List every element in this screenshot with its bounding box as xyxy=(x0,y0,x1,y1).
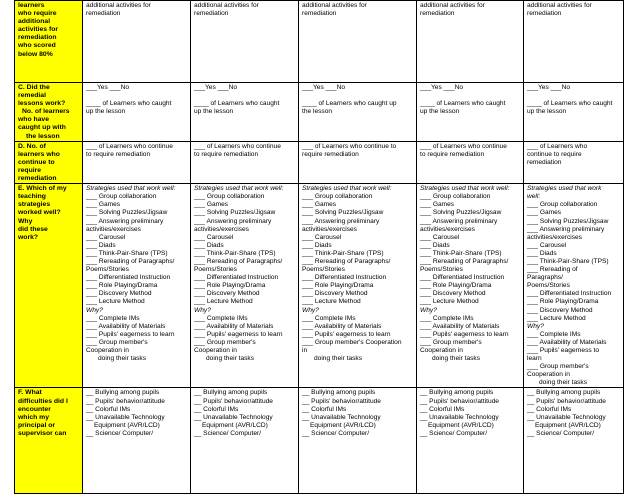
yes-no-field: ___Yes ___No xyxy=(194,84,238,91)
table-cell: ___ of Learners who continue to require remediation xyxy=(83,141,191,183)
table-cell: additional activities for remediation xyxy=(83,1,191,83)
strategy-cell: Strategies used that work well: ___ Group collaboration ___ Games ___ Solving Puzzles/Jigsaw ___ Answering preliminary activities/exercises ___ Carousel ___ Diads ___ Think-Pair-Share (TPS) ___ Rereading of Paragraphs/ Poems/Stories ___ Differentiated Instruction ___ Role Playing/Drama ___ Discovery Method ___ Lecture Method Why? ___ Complete IMs ___ Availability of Materials ___ Pupils' eagerness to learn ___ Group member's Cooperation in doing their tasks xyxy=(191,184,299,388)
strategy-cell: Strategies used that work well: ___ Group collaboration ___ Games ___ Solving Puzzles/Jigsaw ___ Answering preliminary activities/exercises ___ Carousel ___ Diads ___ Think-Pair-Share (TPS) ___ Rereading of Paragraphs/ Poems/Stories ___ Differentiated Instruction ___ Role Playing/Drama ___ Discovery Method ___ Lecture Method Why? ___ Complete IMs ___ Availability of Materials ___ Pupils' eagerness to learn ___ Group member's Cooperation in doing their tasks xyxy=(524,184,624,388)
table-row xyxy=(15,83,624,142)
table-row xyxy=(15,184,624,388)
yes-no-field: ___Yes ___No xyxy=(302,84,346,91)
dll-reflection-table xyxy=(14,0,623,451)
table-row xyxy=(15,141,624,183)
strategy-cell: Strategies used that work well: ___ Group collaboration ___ Games ___ Solving Puzzles/Jigsaw ___ Answering preliminary activities/exercises ___ Carousel ___ Diads ___ Think-Pair-Share (TPS) ___ Rereading of Paragraphs/ Poems/Stories ___ Differentiated Instruction ___ Role Playing/Drama ___ Discovery Method ___ Lecture Method Why? ___ Complete IMs ___ Availability of Materials ___ Pupils' eagerness to learn ___ Group member's Cooperation in doing their tasks xyxy=(299,184,417,388)
table-cell: ___Yes ___No ____ of Learners who caught up the lesson xyxy=(524,83,624,142)
table-row xyxy=(15,388,624,494)
row-label: D. No. of learners who continue to require remediation xyxy=(15,141,83,183)
table-row xyxy=(15,1,624,83)
difficulty-cell: __ Bullying among pupils __ Pupils' behavior/attitude __ Colorful IMs __ Unavailable Technology Equipment (AVR/LCD) __ Science/ Computer/ xyxy=(299,388,417,494)
table-cell: additional activities for remediation xyxy=(417,1,524,83)
yes-no-field: ___Yes ___No xyxy=(86,84,130,91)
table-cell: ___ of Learners who continue to require remediation xyxy=(417,141,524,183)
table-cell: additional activities for remediation xyxy=(191,1,299,83)
table-cell: additional activities for remediation xyxy=(299,1,417,83)
table-cell: ___Yes ___No ____ of Learners who caught up the lesson xyxy=(83,83,191,142)
row-label: learners who require additional activities for remediation who scored below 80% xyxy=(15,1,83,83)
table-cell: ___ of Learners who continue to require remediation xyxy=(191,141,299,183)
table-cell: additional activities for remediation xyxy=(524,1,624,83)
yes-no-field: ___Yes ___No xyxy=(527,84,571,91)
yes-no-field: ___Yes ___No xyxy=(420,84,464,91)
table-cell: ___ of Learners who continue to require remediation xyxy=(524,141,624,183)
difficulty-cell: __ Bullying among pupils __ Pupils' behavior/attitude __ Colorful IMs __ Unavailable Technology Equipment (AVR/LCD) __ Science/ Computer/ xyxy=(417,388,524,494)
difficulty-cell: __ Bullying among pupils __ Pupils' behavior/attitude __ Colorful IMs __ Unavailable Technology Equipment (AVR/LCD) __ Science/ Computer/ xyxy=(191,388,299,494)
row-label: F. What difficulties did I encounter which my principal or supervisor can xyxy=(15,388,83,494)
strategy-cell: Strategies used that work well: ___ Group collaboration ___ Games ___ Solving Puzzles/Jigsaw ___ Answering preliminary activities/exercises ___ Carousel ___ Diads ___ Think-Pair-Share (TPS) ___ Rereading of Paragraphs/ Poems/Stories ___ Differentiated Instruction ___ Role Playing/Drama ___ Discovery Method ___ Lecture Method Why? ___ Complete IMs ___ Availability of Materials ___ Pupils' eagerness to learn ___ Group member's Cooperation in doing their tasks xyxy=(417,184,524,388)
table-cell: ___Yes ___No ____ of Learners who caught up the lesson xyxy=(191,83,299,142)
difficulty-cell: __ Bullying among pupils __ Pupils' behavior/attitude __ Colorful IMs __ Unavailable Technology Equipment (AVR/LCD) __ Science/ Computer/ xyxy=(83,388,191,494)
row-label: E. Which of my teaching strategies worked well? Why did these work? xyxy=(15,184,83,388)
table-cell: ___Yes ___No ____ of Learners who caught up the lesson xyxy=(417,83,524,142)
table-cell: ___Yes ___No ____ of Learners who caught up the lesson xyxy=(299,83,417,142)
row-label: C. Did the remedial lessons work? No. of learners who have caught up with the lesson xyxy=(15,83,83,142)
strategy-cell: Strategies used that work well: ___ Group collaboration ___ Games ___ Solving Puzzles/Jigsaw ___ Answering preliminary activities/exercises ___ Carousel ___ Diads ___ Think-Pair-Share (TPS) ___ Rereading of Paragraphs/ Poems/Stories ___ Differentiated Instruction ___ Role Playing/Drama ___ Discovery Method ___ Lecture Method Why? ___ Complete IMs ___ Availability of Materials ___ Pupils' eagerness to learn ___ Group member's Cooperation in doing their tasks xyxy=(83,184,191,388)
table-cell: ___ of Learners who continue to require remediation xyxy=(299,141,417,183)
difficulty-cell: __ Bullying among pupils __ Pupils' behavior/attitude __ Colorful IMs __ Unavailable Technology Equipment (AVR/LCD) __ Science/ Computer/ xyxy=(524,388,624,494)
reflection-table xyxy=(14,0,624,494)
